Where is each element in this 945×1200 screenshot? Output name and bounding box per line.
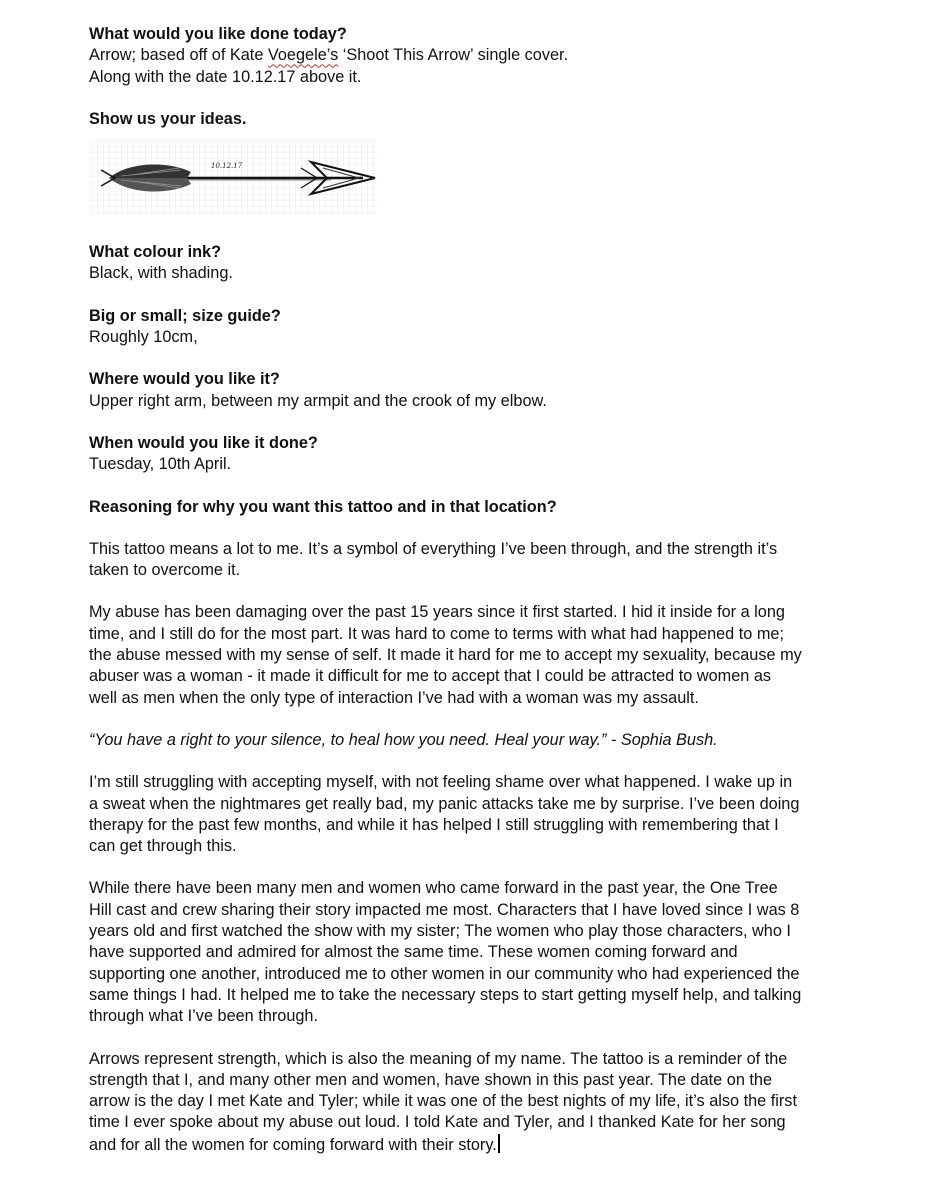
question-reasoning: Reasoning for why you want this tattoo and in that location? (89, 497, 557, 516)
text-line: Hill cast and crew sharing their story impacted me most. Characters that I have loved since I was 8 (89, 900, 800, 919)
text-line: strength that I, and many other men and women, have shown in this past year. The date on the (89, 1070, 773, 1089)
text-line: This tattoo means a lot to me. It’s a symbol of everything I’ve been through, and the strength it’s (89, 539, 778, 558)
text-line: can get through this. (89, 837, 237, 856)
answer-when: Tuesday, 10th April. (89, 455, 232, 474)
text-line: have supported and admired for almost the same time. These women coming forward and (89, 943, 738, 962)
text-line: taken to overcome it. (89, 561, 241, 580)
question-what-done: What would you like done today? (89, 25, 347, 43)
text-line: therapy for the past few months, and while it has helped I still struggling with remembering that I (89, 815, 779, 834)
text-line: well as men when the only type of interaction I’ve had with a woman was my assault. (89, 688, 699, 707)
text-line: supporting one another, introduced me to other women in our community who had experienced the (89, 964, 800, 983)
text-line: same things I had. It helped me to take the necessary steps to start getting myself help, and talking (89, 985, 802, 1004)
reasoning-paragraph-5 (89, 1049, 889, 1156)
text-cursor[interactable] (498, 1134, 500, 1153)
answer-location: Upper right arm, between my armpit and the crook of my elbow. (89, 391, 547, 410)
text-line: time I ever spoke about my abuse out loud. I told Kate and Tyler, and I thanked Kate for her song (89, 1113, 786, 1132)
answer-text: Arrow; based off of Kate (89, 46, 268, 65)
reasoning-paragraph-3 (89, 772, 889, 857)
text-line: abuser was a woman - it made it difficult for me to accept that I could be attracted to women as (89, 667, 772, 686)
question-size: Big or small; size guide? (89, 306, 281, 325)
text-line: While there have been many men and women who came forward in the past year, the One Tree (89, 879, 778, 898)
text-line: a sweat when the nightmares get really bad, my panic attacks take me by surprise. I’ve been doing (89, 794, 800, 813)
answer-ink-colour: Black, with shading. (89, 264, 233, 283)
text-line: years old and first watched the show with my sister; The women who play those characters, who I (89, 922, 791, 941)
arrow-sketch-image (91, 140, 377, 214)
text-line: I’m still struggling with accepting myself, with not feeling shame over what happened. I wake up in (89, 773, 793, 792)
answer-date-line: Along with the date 10.12.17 above it. (89, 67, 362, 86)
question-location: Where would you like it? (89, 370, 280, 389)
text-line: and for all the women for coming forward with their story. (89, 1135, 497, 1154)
text-line: time, and I still do for the most part. It was hard to come to terms with what had happened to me; (89, 624, 785, 643)
text-line: Arrows represent strength, which is also the meaning of my name. The tattoo is a reminder of the (89, 1049, 788, 1068)
reasoning-paragraph-2 (89, 602, 889, 708)
sophia-bush-quote: “You have a right to your silence, to heal how you need. Heal your way.” - Sophia Bush. (89, 730, 718, 749)
document-page (89, 24, 889, 1156)
sketch-date-label: 10.12.17 (211, 162, 243, 171)
question-ink-colour: What colour ink? (89, 243, 222, 262)
reasoning-paragraph-4 (89, 878, 889, 1027)
text-line: My abuse has been damaging over the past 15 years since it first started. I hid it inside for a long (89, 603, 785, 622)
question-ideas: Show us your ideas. (89, 109, 247, 128)
answer-size: Roughly 10cm, (89, 328, 198, 347)
reasoning-paragraph-1 (89, 539, 889, 582)
text-line: through what I’ve been through. (89, 1007, 319, 1026)
question-when: When would you like it done? (89, 433, 318, 452)
answer-what-done (89, 45, 889, 66)
text-line: arrow is the day I met Kate and Tyler; while it was one of the best nights of my life, it’s also the first (89, 1092, 797, 1111)
arrow-sketch-icon (91, 140, 377, 214)
text-line: the abuse messed with my sense of self. It made it hard for me to accept my sexuality, because my (89, 646, 802, 665)
answer-text: ‘Shoot This Arrow’ single cover. (338, 46, 569, 65)
spellcheck-word[interactable]: Voegele’s (267, 46, 339, 65)
